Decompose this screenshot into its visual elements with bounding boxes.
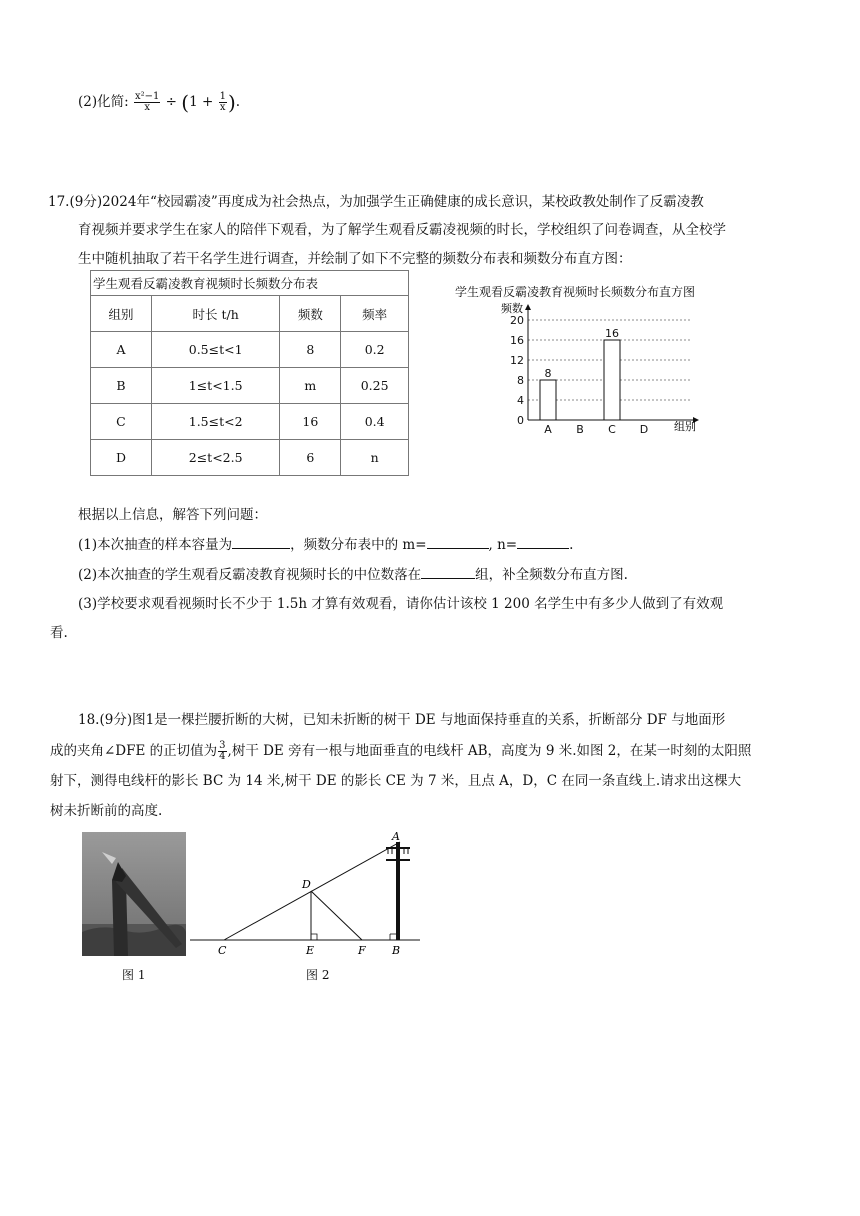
x-tick-label: B (576, 423, 584, 436)
answer-blank-m[interactable] (427, 534, 489, 549)
q16-close-paren: ) (227, 90, 236, 115)
table-cell: 2≤t<2.5 (151, 440, 279, 476)
q17-sub-3-line-1: (3)学校要求观看视频时长不少于 1.5h 才算有效观看，请你估计该校 1 200 名学生中有多少人做到了有效观 (78, 596, 724, 612)
table-cell: C (91, 404, 152, 440)
table-header: 频率 (341, 296, 409, 332)
q17-sub2-text-b: 组，补全频数分布直方图. (475, 567, 628, 583)
q18-line-3: 射下，测得电线杆的影长 BC 为 14 米,树干 DE 的影长 CE 为 7 米，且点 A，D，C 在同一条直线上.请求出这棵大 (50, 773, 742, 789)
q17-line-2: 育视频并要求学生在家人的陪伴下观看，为了解学生观看反霸凌视频的时长，学校组织了问卷调查，从全校学 (78, 222, 726, 238)
q16-one-plus: 1 + (189, 94, 218, 110)
table-cell: 0.2 (341, 332, 409, 368)
tan-denominator: 4 (219, 751, 226, 762)
figure-1-broken-tree-photo (82, 832, 186, 956)
y-tick-label: 4 (517, 394, 524, 407)
bar-c (604, 340, 620, 420)
table-cell: 0.4 (341, 404, 409, 440)
q16-part2-prefix: (2)化简: (78, 94, 129, 110)
table-cell: D (91, 440, 152, 476)
table-row (91, 368, 409, 404)
table-cell: 0.5≤t<1 (151, 332, 279, 368)
q18-line-4: 树未折断前的高度. (50, 803, 163, 819)
sun-ray-line-cda (224, 842, 400, 940)
table-row (91, 332, 409, 368)
q16-open-paren: ( (181, 90, 190, 115)
q16-frac1-numerator: x²−1 (134, 91, 160, 102)
q18-line2-text-a: 成的夹角∠DFE 的正切值为 (50, 743, 218, 759)
broken-part-df (311, 891, 362, 940)
histogram-title: 学生观看反霸凌教育视频时长频数分布直方图 (455, 285, 696, 299)
tan-numerator: 3 (219, 740, 226, 751)
y-tick-label: 0 (517, 414, 524, 427)
x-tick-label: D (639, 423, 649, 436)
q18-line-1: 18.(9分)图1是一棵拦腰折断的大树，已知未折断的树干 DE 与地面保持垂直的关系，折断部分 DF 与地面形 (78, 712, 726, 728)
q16-frac2-numerator: 1 (219, 91, 226, 102)
figure-2-geometry-diagram (186, 828, 422, 960)
q17-line-1: 17.(9分)2024年“校园霸凌”再度成为社会热点，为加强学生正确健康的成长意识，某校政教处制作了反霸凌教 (48, 194, 704, 210)
table-header: 组别 (91, 296, 152, 332)
frequency-table-caption: 学生观看反霸凌教育视频时长频数分布表 (91, 271, 409, 296)
y-tick-label: 20 (510, 314, 524, 327)
table-cell: A (91, 332, 152, 368)
table-cell: 0.25 (341, 368, 409, 404)
q16-fraction-2 (219, 92, 227, 113)
bar-a (540, 380, 556, 420)
x-axis-label: 组别 (674, 420, 696, 433)
table-cell: m (280, 368, 341, 404)
q17-sub-2 (78, 564, 628, 585)
y-axis-label: 频数 (501, 302, 523, 315)
table-cell: 1≤t<1.5 (151, 368, 279, 404)
q16-divide-sign: ÷ (165, 94, 177, 110)
table-cell: n (341, 440, 409, 476)
point-label-f: F (358, 944, 366, 957)
table-header: 频数 (280, 296, 341, 332)
y-tick-label: 12 (510, 354, 524, 367)
point-label-a: A (392, 830, 400, 843)
figure-2-caption: 图 2 (306, 968, 330, 982)
table-row (91, 440, 409, 476)
q16-frac2-denominator: x (219, 102, 226, 113)
point-label-b: B (392, 944, 401, 957)
answer-blank-sample-size[interactable] (232, 534, 290, 549)
q17-sub1-text-c: , n= (488, 537, 518, 553)
y-tick-label: 16 (510, 334, 524, 347)
data-label-a: 8 (544, 367, 552, 380)
right-angle-mark-e (311, 934, 317, 940)
x-tick-label: C (608, 423, 616, 436)
q17-line-3: 生中随机抽取了若干名学生进行调查，并绘制了如下不完整的频数分布表和频数分布直方图： (78, 251, 632, 267)
q17-sub-1 (78, 534, 573, 555)
q17-sub2-text-a: (2)本次抽查的学生观看反霸凌教育视频时长的中位数落在 (78, 567, 422, 583)
frequency-histogram (480, 296, 720, 436)
x-tick-label: A (544, 423, 552, 436)
q16-period: . (235, 94, 241, 110)
figure-1-caption: 图 1 (122, 968, 146, 982)
table-cell: B (91, 368, 152, 404)
table-cell: 1.5≤t<2 (151, 404, 279, 440)
q17-intro: 根据以上信息，解答下列问题： (78, 507, 267, 523)
y-tick-label: 8 (517, 374, 524, 387)
q17-sub1-text-d: . (569, 537, 574, 553)
frequency-table (90, 270, 409, 476)
data-label-c: 16 (605, 327, 619, 340)
q17-sub1-text-b: ，频数分布表中的 m= (290, 537, 427, 553)
point-label-d: D (302, 878, 311, 891)
table-row (91, 404, 409, 440)
point-label-c: C (218, 944, 227, 957)
q17-sub1-text-a: (1)本次抽查的样本容量为 (78, 537, 233, 553)
answer-blank-n[interactable] (517, 534, 569, 549)
q16-part2 (78, 92, 240, 113)
y-axis-arrow (525, 304, 531, 310)
q17-sub-3-line-2: 看. (50, 625, 68, 641)
point-label-e: E (306, 944, 315, 957)
table-cell: 8 (280, 332, 341, 368)
table-cell: 16 (280, 404, 341, 440)
q18-line2-text-b: ,树干 DE 旁有一根与地面垂直的电线杆 AB，高度为 9 米.如图 2，在某一时刻的太阳照 (227, 743, 752, 759)
utility-pole-ab (396, 842, 400, 940)
q16-frac1-denominator: x (144, 102, 150, 113)
q16-fraction-1 (134, 92, 160, 113)
tan-fraction (218, 741, 226, 762)
table-header: 时长 t/h (151, 296, 279, 332)
table-cell: 6 (280, 440, 341, 476)
q18-line-2 (50, 741, 751, 762)
answer-blank-median-group[interactable] (421, 564, 475, 579)
table-header-row (91, 296, 409, 332)
